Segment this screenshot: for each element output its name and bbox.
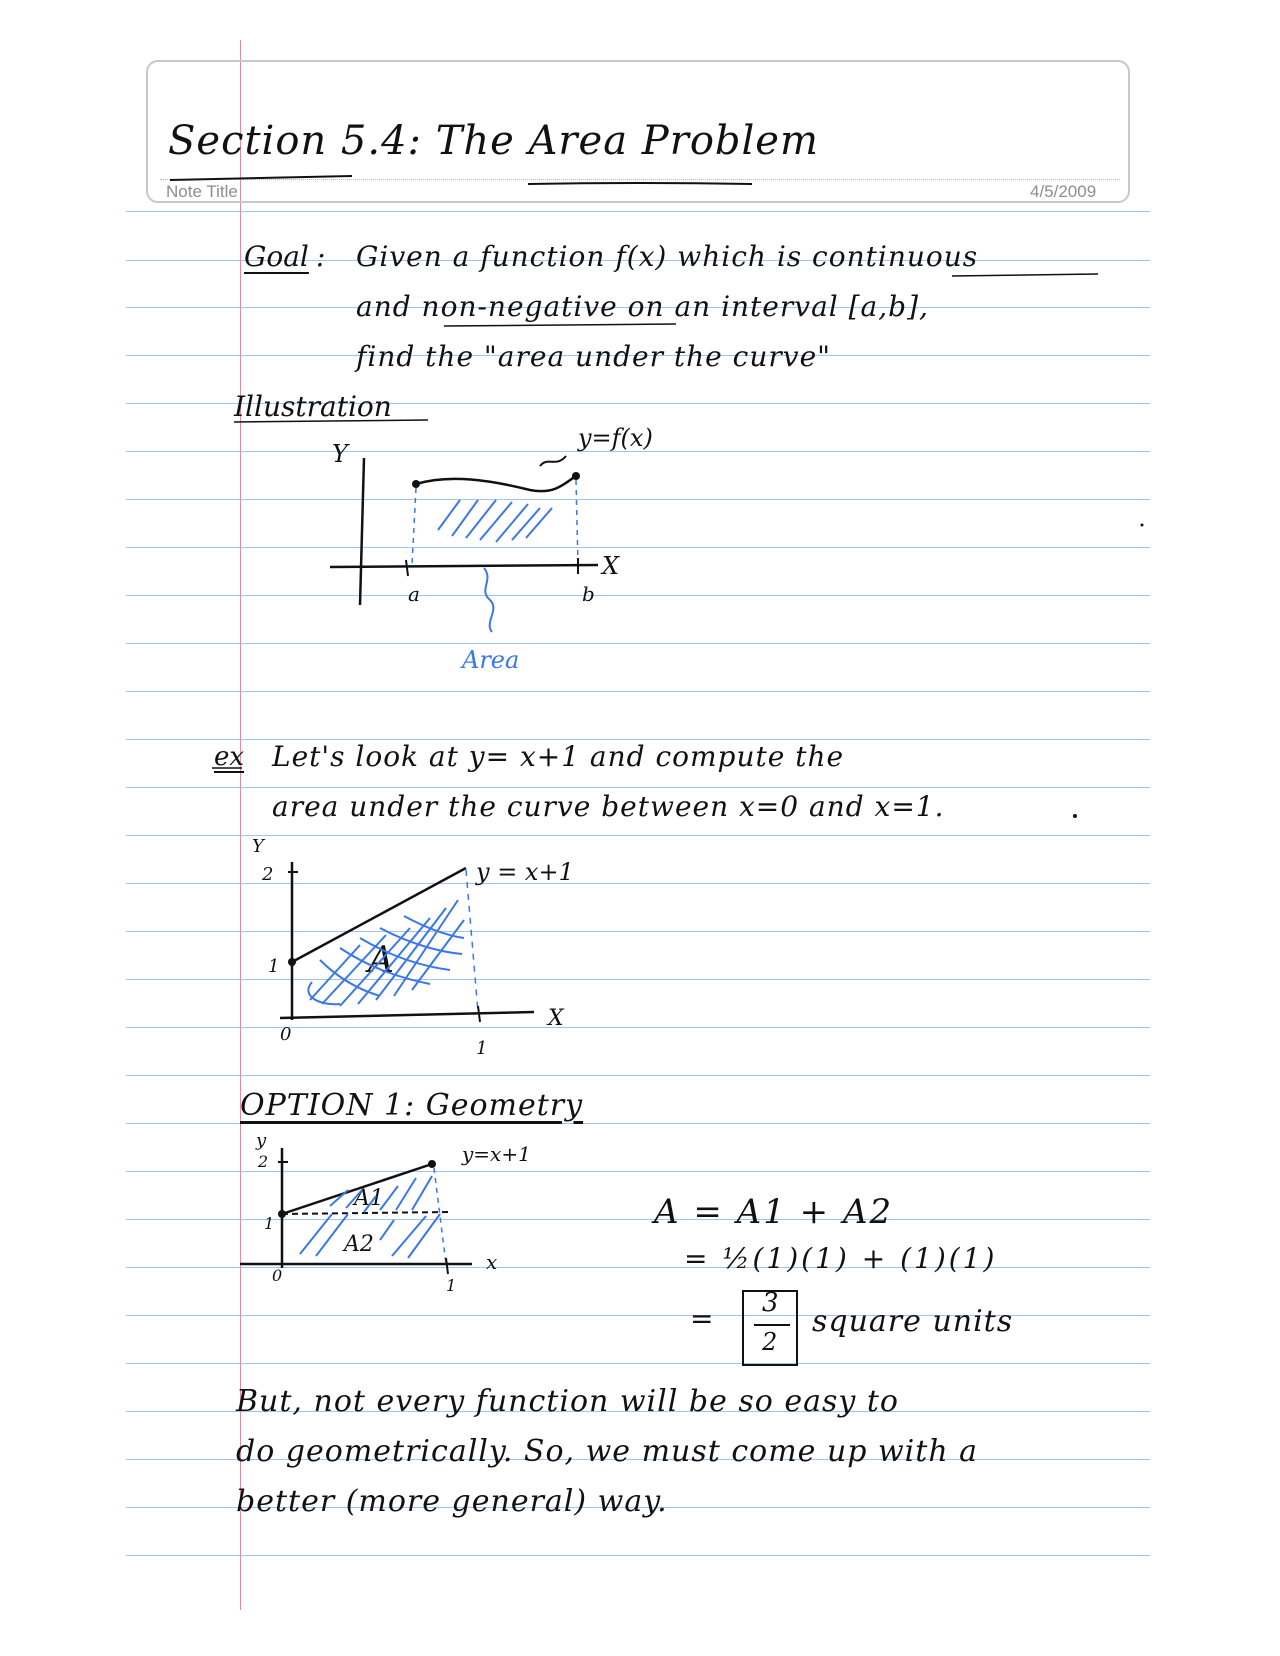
opt-hatch [300, 1176, 440, 1258]
illustration-underline [234, 420, 428, 422]
illus-y-axis-label: Y [332, 440, 348, 468]
opt-x-tick-1: 1 [446, 1276, 457, 1295]
illus-a-label: a [408, 582, 420, 606]
ex-x-tick-mark [478, 1006, 480, 1022]
goal-colon: : [316, 240, 326, 273]
goal-line-3: find the "area under the curve" [356, 340, 832, 373]
example-marker: ex [214, 742, 245, 772]
illustration-graph [330, 456, 598, 632]
illus-hatch [438, 500, 552, 542]
ex-dashed-x1 [466, 870, 478, 1012]
ex-x-tick-1: 1 [476, 1038, 488, 1059]
illus-point-b [572, 472, 580, 480]
ex-y-axis-label: Y [252, 836, 264, 857]
ex-start-point [288, 958, 296, 966]
opt-region-a2: A2 [344, 1232, 374, 1257]
illus-curve-pointer [540, 456, 566, 466]
illus-b-label: b [582, 582, 595, 606]
goal-line-2: and non-negative on an interval [a,b], [356, 290, 929, 323]
note-title-label: Note Title [166, 182, 238, 201]
conclusion-line-2: do geometrically. So, we must come up with a [236, 1434, 979, 1469]
illus-a-dashed [412, 488, 416, 565]
option1-graph [240, 1148, 472, 1274]
illus-curve-label: y=f(x) [578, 424, 653, 452]
opt-line-label: y=x+1 [462, 1142, 531, 1166]
title-underline [170, 176, 352, 180]
option1-heading: OPTION 1: Geometry [240, 1088, 584, 1123]
ex-line-label: y = x+1 [476, 858, 574, 886]
page-title: Section 5.4: The Area Problem [168, 118, 819, 164]
illus-x-axis [330, 565, 598, 567]
illustration-heading: Illustration [234, 390, 392, 423]
illus-a-tick [406, 560, 408, 576]
ex-crosshatch [308, 900, 464, 1006]
illus-x-axis-label: X [602, 552, 620, 580]
illus-b-dashed [576, 480, 578, 565]
opt-region-a1: A1 [354, 1186, 384, 1211]
opt-y-tick-2: 2 [258, 1152, 269, 1171]
illus-point-a [412, 480, 420, 488]
area-result-units: square units [812, 1304, 1014, 1339]
conclusion-line-1: But, not every function will be so easy to [236, 1384, 899, 1419]
area-equation-2: = ½(1)(1) + (1)(1) [684, 1242, 998, 1275]
example-line-1: Let's look at y= x+1 and compute the [272, 740, 845, 773]
continuous-underline [952, 274, 1098, 276]
area-result-numerator: 3 [762, 1288, 779, 1318]
goal-line-1: Given a function f(x) which is continuous [356, 240, 979, 273]
ex-region-label: A [368, 940, 394, 981]
opt-y-tick-1: 1 [264, 1214, 275, 1233]
ex-x-axis-label: X [548, 1006, 564, 1031]
non-negative-underline [444, 324, 676, 326]
title-underline [528, 183, 752, 184]
example-line-2: area under the curve between x=0 and x=1. [272, 790, 945, 823]
illus-curve [416, 476, 576, 491]
note-date: 4/5/2009 [1030, 182, 1097, 201]
area-result-denominator: 2 [762, 1328, 778, 1356]
ex-x-axis [280, 1012, 534, 1018]
period-dot [1073, 814, 1077, 818]
goal-label: Goal [244, 240, 309, 273]
ex-origin-label: 0 [280, 1024, 292, 1045]
opt-end-point [428, 1160, 436, 1168]
area-equation-1: A = A1 + A2 [654, 1192, 894, 1232]
conclusion-line-3: better (more general) way. [236, 1484, 668, 1519]
example-graph [280, 862, 534, 1022]
opt-y-axis-label: y [256, 1130, 267, 1151]
opt-x-axis-label: x [486, 1250, 498, 1274]
ex-y-tick-2: 2 [262, 864, 274, 885]
illus-area-label: Area [462, 646, 520, 674]
illus-area-brace [484, 568, 493, 632]
opt-dashed-x1 [434, 1168, 446, 1264]
opt-origin-label: 0 [272, 1266, 283, 1285]
ex-y-tick-1: 1 [268, 956, 280, 977]
stray-dot [1141, 524, 1144, 527]
illus-y-axis [360, 458, 364, 605]
opt-x-tick-mark [446, 1258, 448, 1274]
area-equation-3-equals: = [690, 1302, 714, 1335]
